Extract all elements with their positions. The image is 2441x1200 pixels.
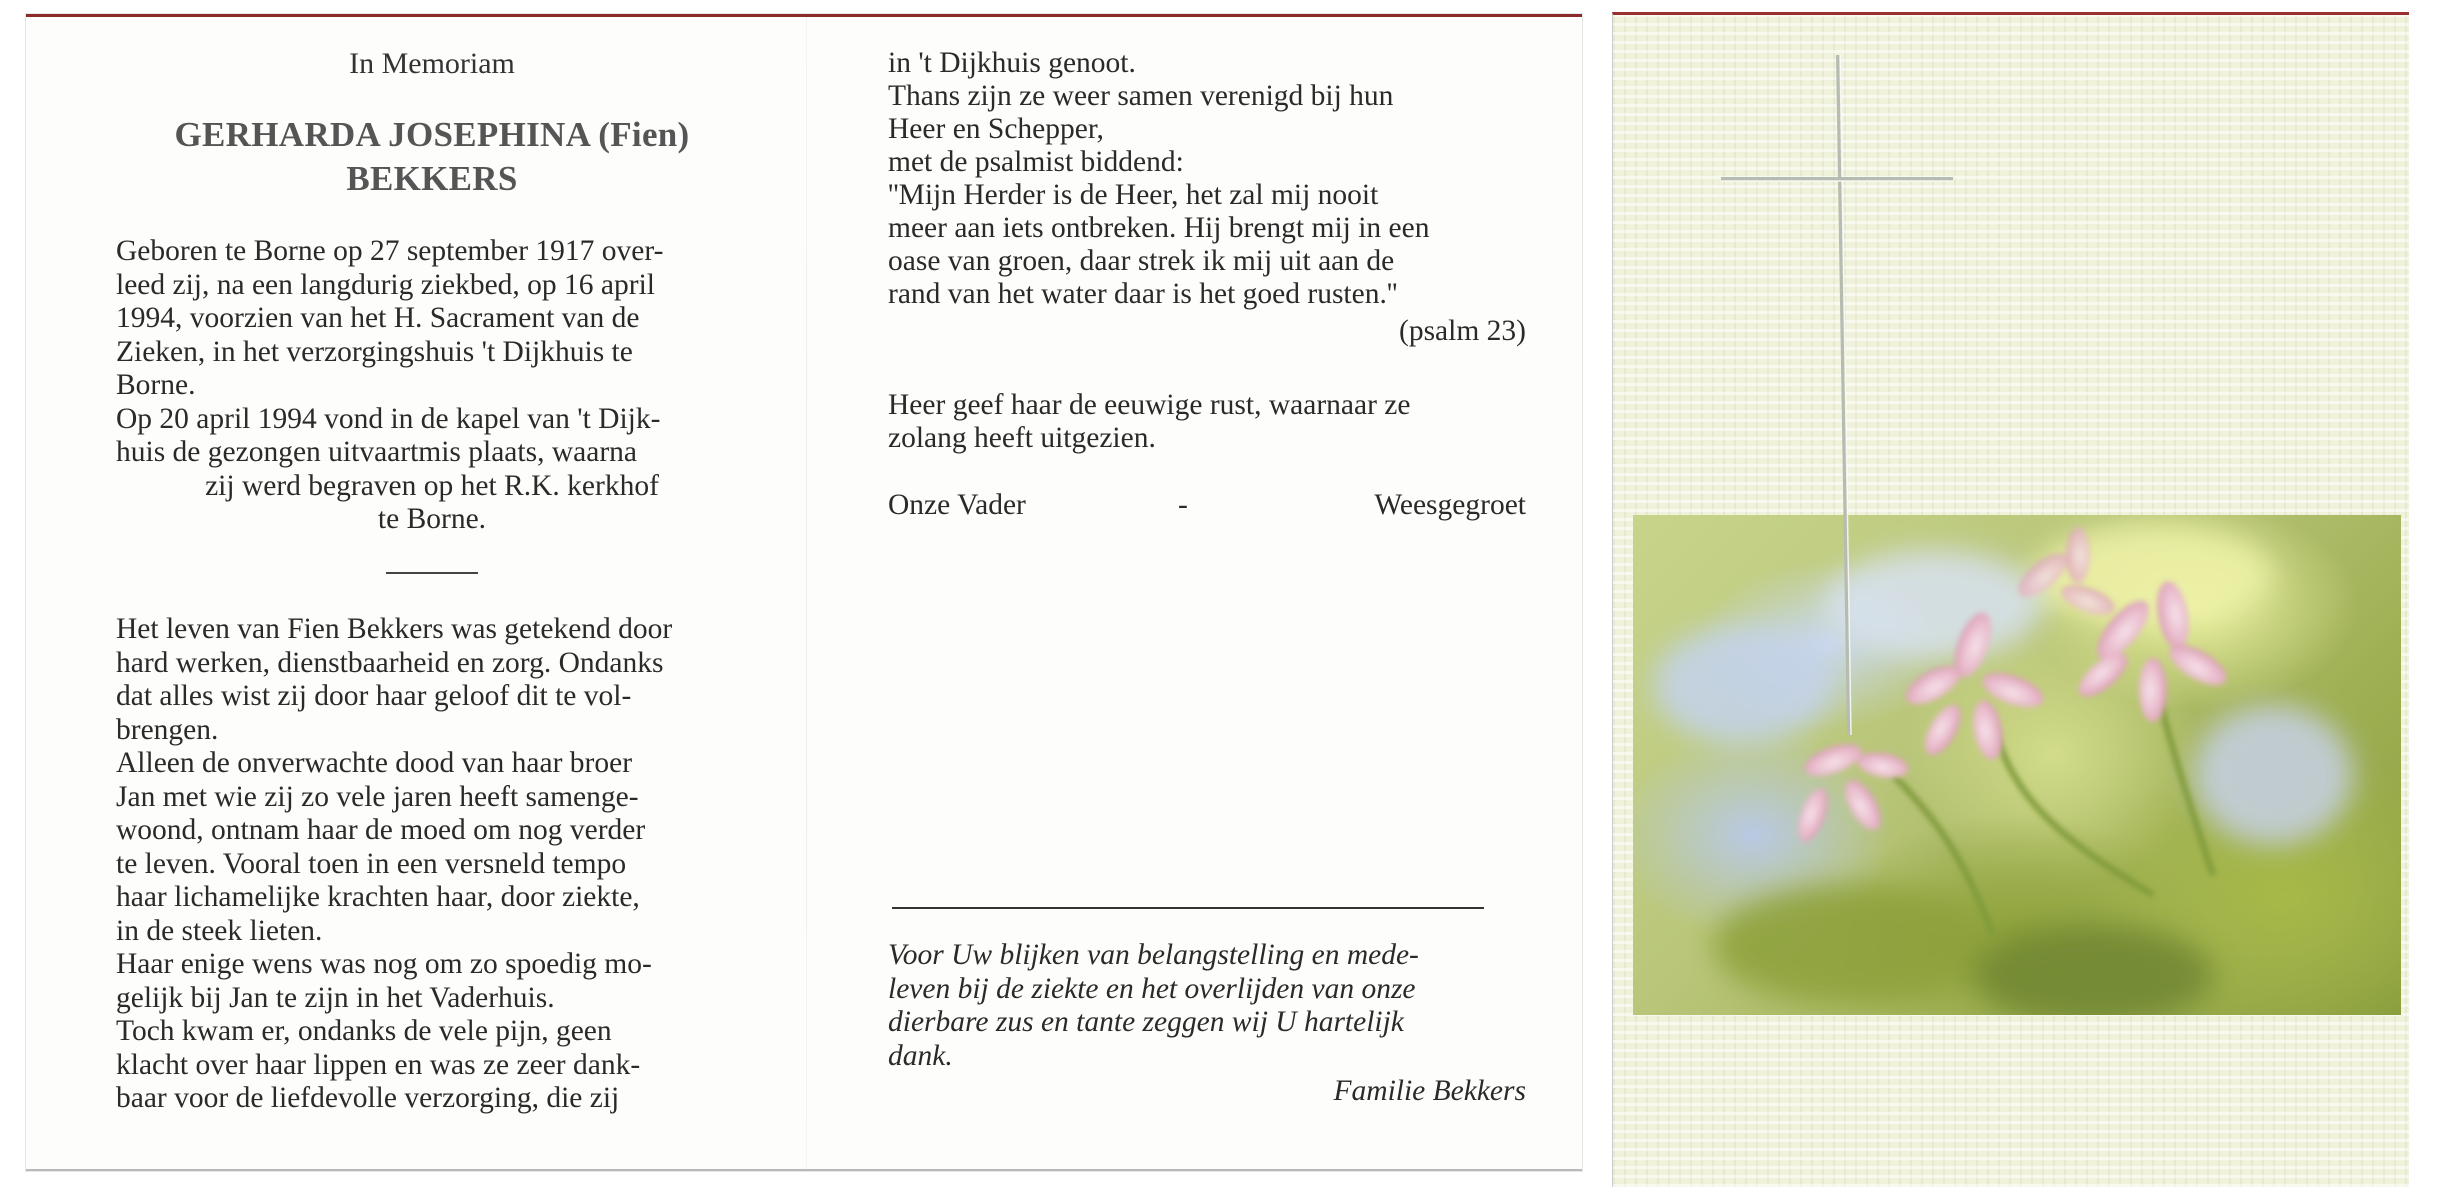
continuation-line: Heer en Schepper, [888, 113, 1104, 145]
obituary-line: huis de gezongen uitvaartmis plaats, waarna [116, 436, 637, 468]
obituary-text [116, 235, 748, 537]
obituary-line: Op 20 april 1994 vond in de kapel van 't Dijk- [116, 402, 661, 435]
deceased-name [116, 113, 748, 201]
cross-icon [1613, 15, 2409, 775]
life-line: Het leven van Fien Bekkers was getekend door [116, 613, 673, 645]
continuation-text [888, 47, 1526, 348]
psalm-quote-line: oase van groen, daar strek ik mij uit aan de [888, 245, 1395, 277]
life-line: hard werken, dienstbaarheid en zorg. Ondanks [116, 646, 664, 679]
rest-prayer [888, 389, 1526, 455]
life-line: Jan met wie zij zo vele jaren heeft samenge- [116, 780, 639, 813]
right-page [888, 17, 1526, 1167]
thanks-divider [892, 907, 1484, 909]
memorial-card-cover [1612, 12, 2409, 1187]
life-line: Haar enige wens was nog om zo spoedig mo- [116, 948, 652, 980]
continuation-line: in 't Dijkhuis genoot. [888, 47, 1136, 79]
prayer-separator: - [1178, 489, 1188, 521]
rest-prayer-line: zolang heeft uitgezien. [888, 422, 1156, 454]
life-story-text [116, 613, 748, 1116]
memorial-card-inner-spread [26, 14, 1582, 1171]
obituary-line: leed zij, na een langdurig ziekbed, op 16 april [116, 268, 655, 301]
life-line: Toch kwam er, ondanks de vele pijn, geen [116, 1015, 612, 1047]
life-line: klacht over haar lippen en was ze zeer dank- [116, 1048, 641, 1081]
life-line: gelijk bij Jan te zijn in het Vaderhuis. [116, 981, 555, 1014]
life-line: woond, ontnam haar de moed om nog verder [116, 814, 646, 846]
rest-prayer-line: Heer geef haar de eeuwige rust, waarnaar ze [888, 389, 1411, 421]
thanks-line: Voor Uw blijken van belangstelling en mede- [888, 939, 1419, 971]
obituary-line: Borne. [116, 369, 196, 401]
deceased-name-line1: GERHARDA JOSEPHINA (Fien) [174, 115, 690, 154]
thanks-line: dierbare zus en tante zeggen wij U hartelijk [888, 1006, 1404, 1038]
obituary-line: Geboren te Borne op 27 september 1917 over- [116, 235, 664, 267]
thanks-line: dank. [888, 1039, 953, 1072]
life-line: haar lichamelijke krachten haar, door ziekte, [116, 881, 640, 913]
continuation-line: Thans zijn ze weer samen verenigd bij hun [888, 80, 1394, 112]
thanks-text [888, 939, 1526, 1073]
thanks-line: leven bij de ziekte en het overlijden van onze [888, 972, 1416, 1005]
obituary-line-centered: zij werd begraven op het R.K. kerkhof [205, 469, 659, 502]
in-memoriam-heading: In Memoriam [349, 47, 515, 80]
left-page [116, 17, 748, 1167]
section-divider [386, 572, 478, 574]
psalm-quote-line: rand van het water daar is het goed rusten.'' [888, 278, 1398, 310]
psalm-quote-line: meer aan iets ontbreken. Hij brengt mij in een [888, 212, 1430, 244]
obituary-line: Zieken, in het verzorgingshuis 't Dijkhuis te [116, 335, 633, 368]
prayer-onze-vader: Onze Vader [888, 489, 1026, 521]
obituary-line-centered: te Borne. [377, 503, 487, 535]
continuation-line: met de psalmist biddend: [888, 146, 1184, 178]
life-line: brengen. [116, 713, 219, 746]
deceased-name-line2: BEKKERS [346, 159, 518, 198]
obituary-line: 1994, voorzien van het H. Sacrament van de [116, 302, 640, 334]
life-line: te leven. Vooral toen in een versneld tempo [116, 847, 627, 880]
life-line: baar voor de liefdevolle verzorging, die zij [116, 1082, 620, 1114]
prayer-weesgegroet: Weesgegroet [1374, 489, 1526, 521]
life-line: in de steek lieten. [116, 914, 323, 947]
family-signature: Familie Bekkers [1333, 1075, 1526, 1107]
life-line: dat alles wist zij door haar geloof dit te vol- [116, 680, 632, 712]
psalm-quote-line: ''Mijn Herder is de Heer, het zal mij nooit [888, 179, 1379, 211]
life-line: Alleen de onverwachte dood van haar broer [116, 747, 633, 779]
psalm-reference: (psalm 23) [1399, 315, 1526, 347]
